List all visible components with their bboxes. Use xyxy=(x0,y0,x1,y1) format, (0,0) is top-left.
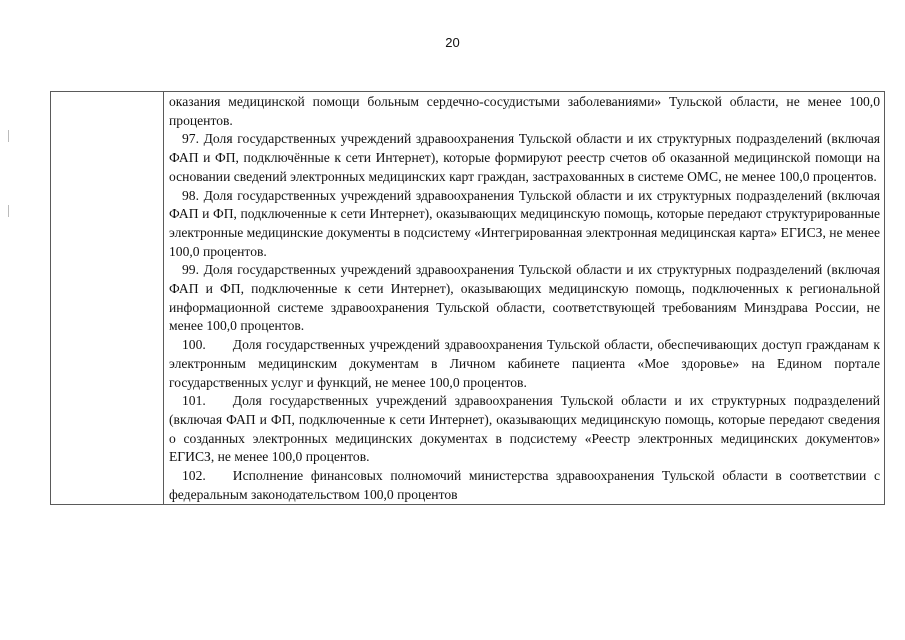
list-item-101 xyxy=(169,392,880,467)
item-number: 102. xyxy=(182,468,206,484)
item-number: 100. xyxy=(182,337,206,353)
item-number: 97. xyxy=(182,131,199,147)
table-row xyxy=(51,92,885,505)
list-item-100 xyxy=(169,336,880,392)
item-text: Исполнение финансовых полномочий министерства здравоохранения Тульской области в соответствии с федеральным законодательством 100,0 процентов xyxy=(169,468,880,502)
item-text: Доля государственных учреждений здравоохранения Тульской области и их структурных подразделений (включая ФАП и ФП, подключённые к сети Интернет), которые формируют реестр счетов об оказанной медицинской помощи на основании сведений электронных медицинских карт граждан, застрахованных в системе ОМС, не менее 100,0 процентов. xyxy=(169,131,880,184)
item-text: Доля государственных учреждений здравоохранения Тульской области и их структурных подразделений (включая ФАП и ФП, подключенные к сети Интернет), оказывающих медицинскую помощь, которые передают структурированные электронные медицинские документы в подсистему «Интегрированная электронная медицинская карта» ЕГИСЗ, не менее 100,0 процентов. xyxy=(169,187,880,259)
scan-artifact-left xyxy=(8,130,9,142)
page-number: 20 xyxy=(445,35,460,50)
item-number: 98. xyxy=(182,187,199,203)
scan-artifact-left xyxy=(8,205,9,217)
list-item-98 xyxy=(169,187,880,262)
table-cell-content xyxy=(164,92,885,505)
item-text: Доля государственных учреждений здравоохранения Тульской области и их структурных подразделений (включая ФАП и ФП, подключенные к сети Интернет), оказывающих медицинскую помощь, которые передают сведения о созданных электронных медицинских документах в подсистему «Реестр электронных медицинских документов» ЕГИСЗ, не менее 100,0 процентов. xyxy=(169,393,880,465)
item-number: 99. xyxy=(182,262,199,278)
item-text: Доля государственных учреждений здравоохранения Тульской области и их структурных подразделений (включая ФАП и ФП, подключенные к сети Интернет), оказывающих медицинскую помощь, подключенных к региональной информационной системе здравоохранения Тульской области, соответствующей требованиям Минздрава России, не менее 100,0 процентов. xyxy=(169,262,880,334)
continuation-text: оказания медицинской помощи больным сердечно-сосудистыми заболеваниями» Тульской области, не менее 100,0 процентов. xyxy=(169,94,880,128)
list-item-97 xyxy=(169,130,880,186)
item-number: 101. xyxy=(182,393,206,409)
table-cell-left xyxy=(51,92,164,505)
list-item-102 xyxy=(169,467,880,504)
list-item-99 xyxy=(169,261,880,336)
indicators-table xyxy=(50,91,885,505)
item-text: Доля государственных учреждений здравоохранения Тульской области, обеспечивающих доступ гражданам к электронным медицинским документам в Личном кабинете пациента «Мое здоровье» на Едином портале государственных услуг и функций, не менее 100,0 процентов. xyxy=(169,337,880,390)
